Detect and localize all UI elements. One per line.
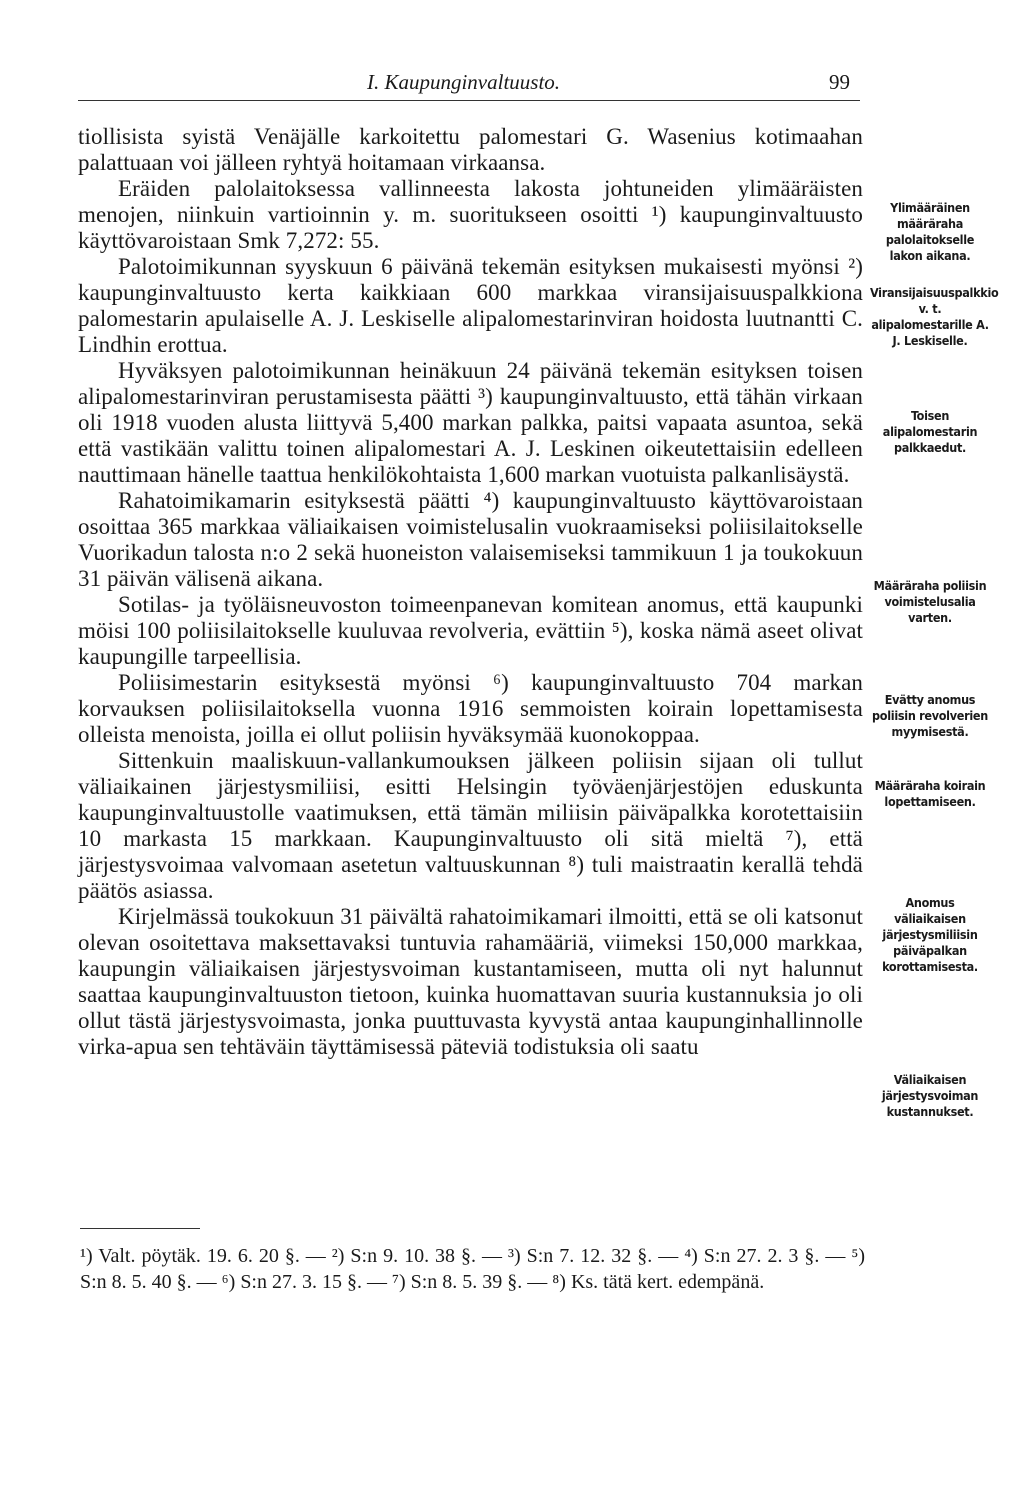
paragraph: Eräiden palolaitoksessa vallinneesta lakosta johtuneiden ylimääräisten menojen, niinkuin vartioinnin y. m. suoritukseen osoitti ¹) kaupunginvaltuusto käyttövaroistaan Smk 7,272: 55. bbox=[78, 176, 863, 253]
footnote-divider bbox=[80, 1228, 200, 1229]
paragraph: Rahatoimikamarin esityksestä päätti ⁴) kaupunginvaltuusto käyttövaroistaan osoittaa 365 markkaa väliaikaisen voimistelusalin vuokraamiseksi poliisilaitokselle Vuorikadun talosta n:o 2 sekä huoneiston valaisemiseksi tammikuun 1 ja toukokuun 31 päivän välisenä aikana. bbox=[78, 488, 863, 591]
page-number: 99 bbox=[829, 70, 850, 94]
margin-note: Väliaikaisen järjestysvoiman kustannukset. bbox=[881, 1072, 979, 1119]
paragraph: Sittenkuin maaliskuun-vallankumouksen jälkeen poliisin sijaan oli tullut väliaikainen järjestysmiliisi, esitti Helsingin työväenjärjestöjen eduskunta kaupunginvaltuustolle vaatimuksen, että tämän miliisin päiväpalkka korotettaisiin 10 markasta 15 markkaan. Kaupunginvaltuusto oli sitä mieltä ⁷), että järjestysvoimaa valvomaan asetetun valtuuskunnan ⁸) tuli maistraatin kerallä tehdä päätös asiassa. bbox=[78, 748, 863, 903]
margin-note: Anomus väliaikaisen järjestysmiliisin päiväpalkan korottamisesta. bbox=[882, 895, 978, 974]
margin-note: Viransijaisuuspalkkio v. t. alipalomestarille A. J. Leskiselle. bbox=[870, 285, 999, 348]
margin-note: Toisen alipalomestarin palkkaedut. bbox=[882, 408, 978, 455]
paragraph: Kirjelmässä toukokuun 31 päivältä rahatoimikamari ilmoitti, että se oli katsonut olevan osoitettava maksettavaksi tuntuvia rahamääriä, viimeksi 150,000 markkaa, kaupungin väliaikaisen järjestysvoiman kustantamiseen, mutta oli nyt halunnut saattaa kaupunginvaltuuston tietoon, kuinka huomattavan suuria kustannuksia jo oli ollut tästä järjestysvoimasta, jonka puuttuvasta kyvystä antaa kaupunginhallinnolle virka-apua sen tehtäväin täyttämisessä päteviä todistuksia oli saatu bbox=[78, 904, 863, 1059]
paragraph: Hyväksyen palotoimikunnan heinäkuun 24 päivänä tekemän esityksen toisen alipalomestarinviran perustamisesta päätti ³) kaupunginvaltuusto, että tähän virkaan oli 1918 vuoden alusta liittyvä 5,400 markan palkka, paitsi vapaata asuntoa, sekä että vastikään valittu toinen alipalomestari A. J. Leskinen oikeutettaisiin edelleen nauttimaan hänelle taattua henkilökohtaista 1,600 markan vuotuista palkanlisäystä. bbox=[78, 358, 863, 487]
paragraph: Palotoimikunnan syyskuun 6 päivänä tekemän esityksen mukaisesti myönsi ²) kaupunginvaltuusto kerta kaikkiaan 600 markkaa viransijaisuuspalkkiona palomestarin apulaiselle A. J. Leskiselle alipalomestarinviran hoidosta luutnantti C. Lindhin erottua. bbox=[78, 254, 863, 357]
footnotes: ¹) Valt. pöytäk. 19. 6. 20 §. — ²) S:n 9. 10. 38 §. — ³) S:n 7. 12. 32 §. — ⁴) S:n 27. 2. 3 §. — ⁵) S:n 8. 5. 40 §. — ⁶) S:n 27. 3. 15 §. — ⁷) S:n 8. 5. 39 §. — ⁸) Ks. tätä kert. edempänä. bbox=[80, 1245, 865, 1293]
running-title: I. Kaupunginvaltuusto. bbox=[366, 70, 561, 94]
margin-note: Määräraha poliisin voimistelusalia varten. bbox=[873, 578, 987, 625]
paragraph: Sotilas- ja työläisneuvoston toimeenpanevan komitean anomus, että kaupunki möisi 100 poliisilaitokselle kuuluvaa revolveria, evättiin ⁵), koska nämä aseet olivat kaupungille tarpeellisia. bbox=[78, 592, 863, 669]
paragraph: Poliisimestarin esityksestä myönsi ⁶) kaupunginvaltuusto 704 markan korvauksen poliisilaitoksella vuonna 1916 semmoisten koirain lopettamisesta olleista menoista, joilla ei ollut poliisin hyväksymää kuonokoppaa. bbox=[78, 670, 863, 747]
margin-note: Ylimääräinen määräraha palolaitokselle lakon aikana. bbox=[885, 200, 975, 263]
running-header bbox=[78, 70, 860, 101]
paragraph: tiollisista syistä Venäjälle karkoitettu palomestari G. Wasenius kotimaahan palattuaan voi jälleen ryhtyä hoitamaan virkaansa. bbox=[78, 124, 863, 175]
margin-note: Evätty anomus poliisin revolverien myymisestä. bbox=[872, 692, 988, 739]
main-text bbox=[78, 124, 863, 1060]
margin-note: Määräraha koirain lopettamiseen. bbox=[874, 778, 986, 809]
